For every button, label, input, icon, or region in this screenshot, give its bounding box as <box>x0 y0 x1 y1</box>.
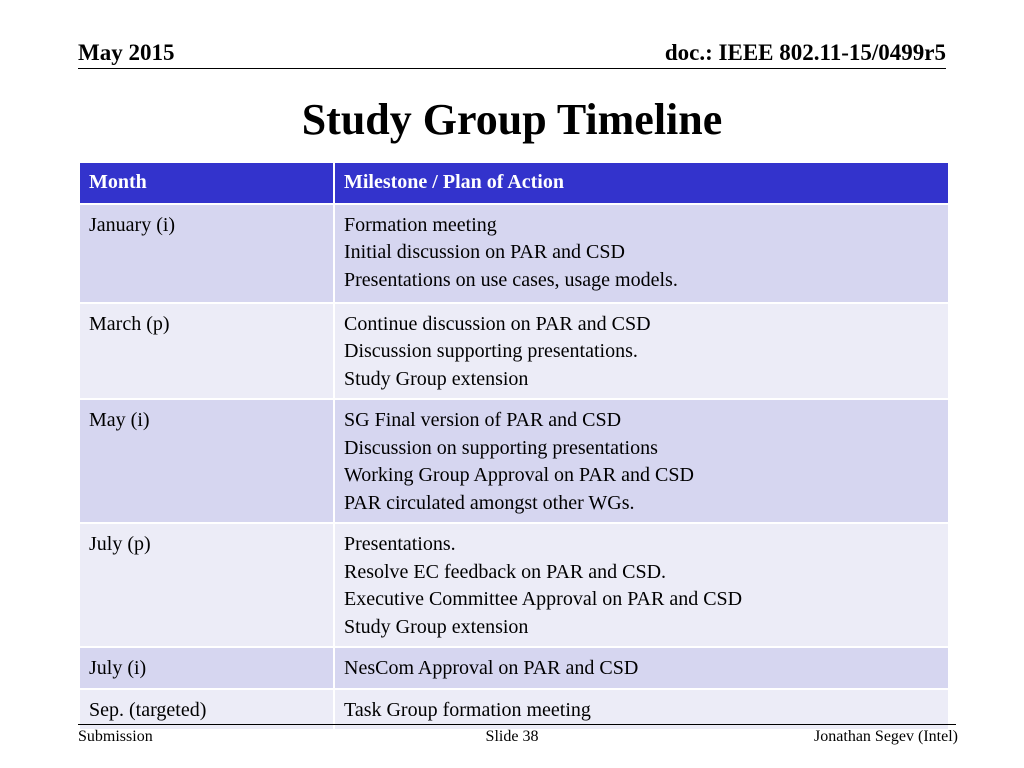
table-row <box>79 399 949 523</box>
slide-title: Study Group Timeline <box>301 95 723 144</box>
milestone-line: Presentations on use cases, usage models. <box>344 268 678 291</box>
milestone-line: Discussion on supporting presentations <box>344 436 658 459</box>
column-header-milestone: Milestone / Plan of Action <box>334 162 949 204</box>
milestone-cell <box>334 303 949 400</box>
milestone-cell <box>334 204 949 303</box>
month-cell: July (i) <box>79 647 334 689</box>
milestone-line: PAR circulated amongst other WGs. <box>344 491 635 514</box>
month-cell: Sep. (targeted) <box>79 689 334 731</box>
milestone-line: Continue discussion on PAR and CSD <box>344 312 651 335</box>
month-cell: March (p) <box>79 303 334 400</box>
milestone-line: Executive Committee Approval on PAR and CSD <box>344 588 743 610</box>
table-row <box>79 647 949 689</box>
milestone-line: Formation meeting <box>344 213 497 236</box>
milestone-line: Resolve EC feedback on PAR and CSD. <box>344 560 667 583</box>
milestone-cell <box>334 523 949 647</box>
milestone-line: Task Group formation meeting <box>344 698 591 721</box>
header-date: May 2015 <box>78 40 175 65</box>
table-header-row <box>79 162 949 204</box>
column-header-month: Month <box>79 162 334 204</box>
table-row <box>79 303 949 400</box>
milestone-line: Discussion supporting presentations. <box>344 340 638 362</box>
milestone-line: Study Group extension <box>344 615 529 638</box>
milestone-line: NesCom Approval on PAR and CSD <box>344 657 639 679</box>
footer-submission: Submission <box>78 728 153 745</box>
footer-author: Jonathan Segev (Intel) <box>814 728 958 745</box>
milestone-line: Initial discussion on PAR and CSD <box>344 241 625 263</box>
month-cell: January (i) <box>79 204 334 303</box>
footer-divider <box>78 724 956 725</box>
milestone-line: Presentations. <box>344 533 456 555</box>
footer-slide-number: Slide 38 <box>485 728 539 745</box>
table-row <box>79 204 949 303</box>
milestone-line: Working Group Approval on PAR and CSD <box>344 464 694 486</box>
header-divider <box>78 68 946 69</box>
month-cell: May (i) <box>79 399 334 523</box>
table-row <box>79 523 949 647</box>
milestone-cell <box>334 399 949 523</box>
timeline-table <box>78 161 950 731</box>
header-doc-id: doc.: IEEE 802.11-15/0499r5 <box>664 40 946 65</box>
month-cell: July (p) <box>79 523 334 647</box>
milestone-cell <box>334 647 949 689</box>
milestone-line: Study Group extension <box>344 367 529 390</box>
milestone-line: SG Final version of PAR and CSD <box>344 409 622 431</box>
